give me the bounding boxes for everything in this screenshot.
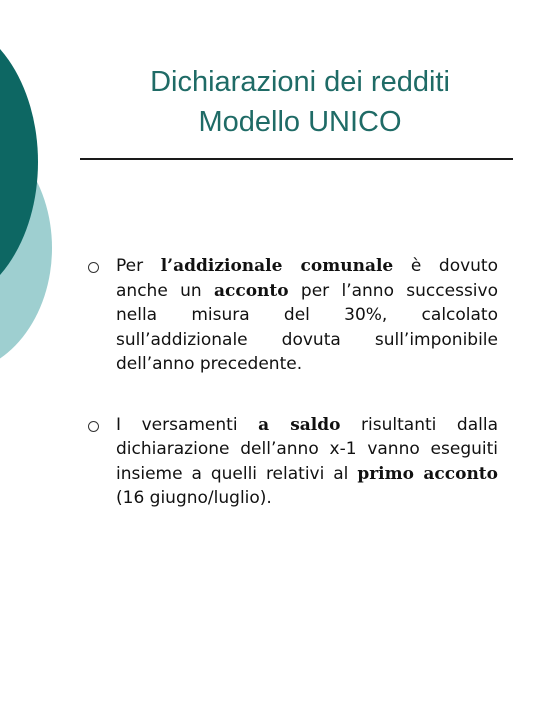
bold-term: primo acconto <box>357 463 499 484</box>
title-divider <box>80 158 513 160</box>
text-segment: I versamenti <box>116 414 259 435</box>
bold-term: acconto <box>213 280 289 301</box>
text-segment: (16 giugno/luglio). <box>116 488 272 508</box>
title-line-1: Dichiarazioni dei redditi <box>150 66 450 98</box>
text-segment: risultanti dalla dichiarazione dell’anno x-1 vanno eseguiti insieme a quelli relativi al <box>116 414 498 484</box>
bold-term: a saldo <box>258 414 341 435</box>
title-line-2: Modello UNICO <box>198 106 402 138</box>
bullet-item <box>88 413 498 511</box>
circle-bullet-icon <box>88 421 99 432</box>
bullet-item <box>88 254 498 377</box>
text-segment: Per <box>116 256 161 276</box>
bullet-text <box>116 256 498 374</box>
circle-bullet-icon <box>88 262 99 273</box>
bullet-list <box>88 254 498 547</box>
text-segment: per l’anno successivo nella misura del 30%, calcolato sull’addizionale dovuta sull’imponibile dell’anno precedente. <box>116 280 498 374</box>
slide-title <box>80 62 520 142</box>
decorative-side-shapes <box>0 0 60 400</box>
bullet-text <box>116 415 498 509</box>
text-segment: è dovuto anche un <box>116 256 498 301</box>
bold-term: l’addizionale comunale <box>160 256 394 276</box>
